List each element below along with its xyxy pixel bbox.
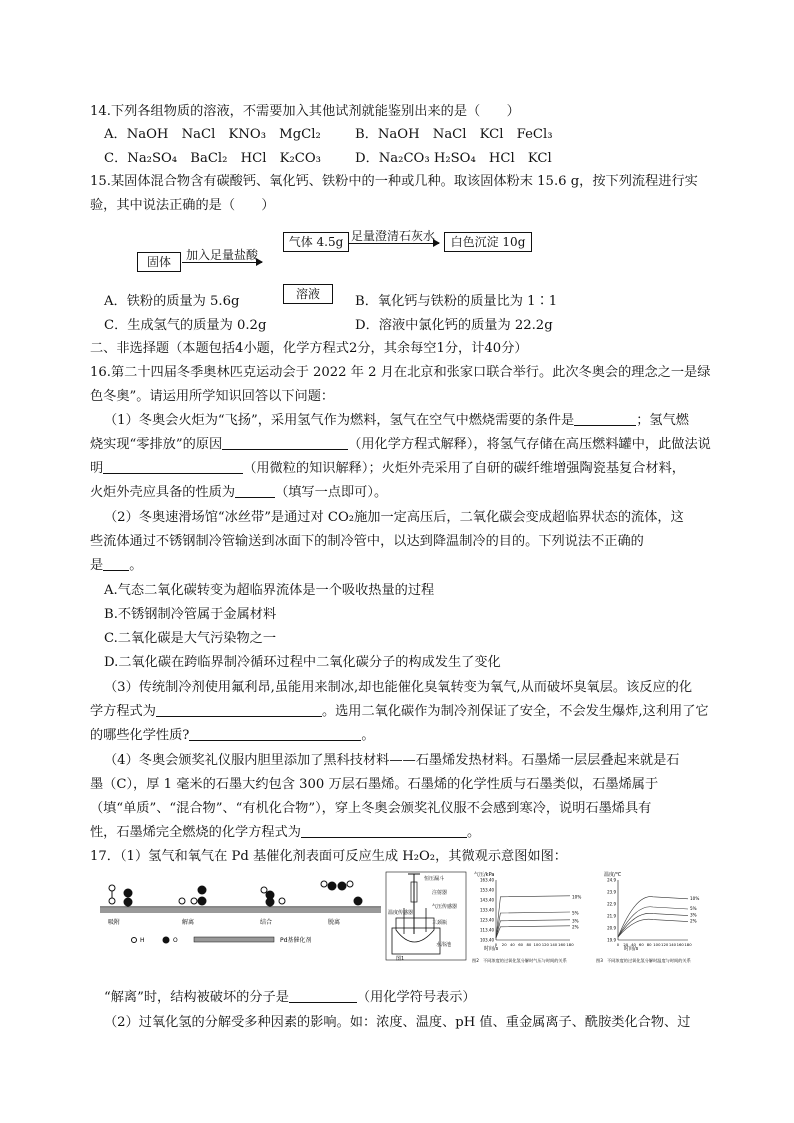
chart-x-tick-label: 0	[494, 942, 498, 947]
chart-x-tick-label: 180	[684, 942, 692, 947]
q16-p1-line2	[90, 435, 711, 455]
flow-solution-box: 溶液	[283, 284, 333, 304]
flow-solid-box: 固体	[137, 252, 181, 272]
chart-series-line	[618, 919, 688, 937]
q16-blank-chemical-property[interactable]	[189, 726, 361, 741]
q16-p3-line3	[90, 726, 375, 746]
chart-y-tick-label: 24.9	[607, 877, 616, 883]
q16-p2-text-d: 。	[129, 558, 143, 573]
q16-p3-line2	[90, 702, 709, 722]
q15-option-a: A．铁粉的质量为 5.6g	[104, 294, 240, 309]
q16-p1-text-d: （用化学方程式解释），将氢气存储在高压燃料罐中，此做法说	[348, 437, 711, 452]
chart-x-tick-label: 20	[501, 942, 507, 947]
q16-p1-line4	[90, 483, 387, 503]
app-label-flask: 三颈瓶	[432, 920, 448, 926]
app-label-funnel: 恒压漏斗	[424, 876, 445, 882]
q16-p1-text-c: 烧实现“零排放”的原因	[90, 437, 223, 452]
legend-pd-label: Pd基催化剂	[280, 937, 312, 944]
chart-series-line	[618, 907, 688, 937]
chart-series-label: 5%	[572, 910, 579, 916]
q16-p4-line3: （填“单质”、“混合物”、“有机化合物”），穿上冬奥会颁奖礼仪服不会感到寒冷，说明石墨烯具有	[90, 801, 652, 816]
chart-x-tick-label: 80	[646, 942, 652, 947]
chart-x-tick-label: 100	[653, 942, 661, 947]
q17-blank-molecule[interactable]	[289, 988, 357, 1003]
q16-p1-text-f: （用微粒的知识解释）；火炬外壳采用了自研的碳纤维增强陶瓷基复合材料，	[243, 461, 685, 476]
chart-series-line	[618, 913, 688, 937]
chart2-caption: 图2 不同浓度的过氧化氢分解时气压与时间的关系	[472, 958, 567, 963]
apparatus-figure	[386, 872, 466, 962]
chart-x-tick-label: 60	[638, 942, 644, 947]
temperature-time-chart	[596, 871, 699, 964]
chart-x-tick-label: 20	[623, 942, 629, 947]
chart-y-tick-label: 103.40	[480, 937, 494, 943]
chart-x-tick-label: 40	[631, 942, 636, 947]
q16-blank-choice[interactable]	[103, 556, 129, 571]
chart-series-label: 3%	[572, 918, 579, 924]
q17-p1-text-b: （用化学符号表示）	[356, 990, 476, 1005]
section-heading: 二、非选择题（本题包括4小题，化学方程式2分，其余每空1分，计40分）	[90, 341, 528, 356]
chart-y-tick-label: 19.9	[607, 937, 616, 943]
chart-y-tick-label: 113.40	[480, 927, 494, 933]
pressure-time-chart	[472, 871, 581, 964]
chart-y-tick-label: 20.9	[607, 925, 616, 931]
chart-y-tick-label: 21.9	[607, 913, 616, 919]
q16-blank-ozone-equation[interactable]	[156, 702, 322, 717]
q16-p2-option-d: D.二氧化碳在跨临界制冷循环过程中二氧化碳分子的构成发生了变化	[104, 655, 501, 670]
q17-p1-text-a: “解离”时，结构被破坏的分子是	[104, 990, 289, 1005]
q14-option-d: D．Na₂CO₃ H₂SO₄ HCl KCl	[355, 151, 552, 166]
q14-option-a: A．NaOH NaCl KNO₃ MgCl₂	[104, 127, 321, 142]
q16-p3-text-b: 学方程式为	[90, 704, 156, 719]
q17-p1: 17．（1）氢气和氧气在 Pd 基催化剂表面可反应生成 H₂O₂，其微观示意图如图：	[90, 849, 567, 864]
q16-blank-particle[interactable]	[103, 459, 243, 474]
flow-precipitate-box: 白色沉淀 10g	[444, 232, 532, 252]
chart-x-tick-label: 120	[661, 942, 669, 947]
q16-p2-text-c: 是	[90, 558, 104, 573]
chart-x-tick-label: 100	[533, 942, 541, 947]
q16-p2-line3	[90, 556, 142, 576]
flow-arrow-limewater	[349, 243, 439, 244]
chart-series-line	[496, 896, 570, 938]
chart-y-tick-label: 123.40	[480, 917, 494, 923]
chart-series-line	[496, 912, 570, 938]
chart-series-label: 10%	[572, 894, 582, 900]
q16-p1-text-h: （填写一点即可）。	[275, 485, 388, 500]
legend-o-label: O	[173, 937, 178, 944]
legend-h-label: H	[140, 937, 145, 944]
chart-x-tick-label: 120	[541, 942, 549, 947]
chart2-xlabel: 时间/s	[484, 946, 499, 952]
q15-option-c: C．生成氢气的质量为 0.2g	[104, 318, 267, 333]
app-label-pressure-sensor: 气压传感器	[432, 904, 458, 910]
q16-p4-text-d: 性，石墨烯完全燃烧的化学方程式为	[90, 825, 301, 840]
q16-p1-text-e: 明	[90, 461, 104, 476]
chart-x-tick-label: 180	[566, 942, 574, 947]
chart-series-line	[496, 926, 570, 938]
chart-y-tick-label: 23.9	[607, 889, 616, 895]
chart3-ylabel: 温度/℃	[604, 872, 622, 878]
chart-x-tick-label: 140	[668, 942, 677, 947]
q15-stem-line1: 15.某固体混合物含有碳酸钙、氧化钙、铁粉中的一种或几种。取该固体粉末 15.6 g，按下列流程进行实	[90, 174, 698, 189]
q16-p4-line4	[90, 823, 480, 843]
q16-p2-line1: （2）冬奥速滑场馆“冰丝带”是通过对 CO₂施加一定高压后，二氧化碳会变成超临界状态的流体，这	[104, 510, 684, 525]
chart-x-tick-label: 160	[676, 942, 684, 947]
q16-blank-condition[interactable]	[574, 411, 636, 426]
q16-p4-line2: 墨（C），厚 1 毫米的石墨大约包含 300 万层石墨烯。石墨烯的化学性质与石墨类似，石墨烯属于	[90, 777, 659, 792]
q16-p1-text-b: ；氢气燃	[636, 413, 689, 428]
q16-p3-text-e: 。	[361, 728, 375, 743]
q16-blank-equation[interactable]	[222, 435, 348, 450]
q14-stem: 14.下列各组物质的溶液，不需要加入其他试剂就能鉴别出来的是（ ）	[90, 104, 520, 119]
chart-y-tick-label: 22.9	[607, 901, 616, 907]
q16-p2-option-c: C.二氧化碳是大气污染物之一	[104, 631, 277, 646]
q16-intro-line2: 色冬奥”。请运用所学知识回答以下问题：	[90, 389, 335, 404]
chart-series-label: 10%	[690, 895, 700, 901]
flow-gas-box: 气体 4.5g	[283, 232, 349, 252]
chart-x-tick-label: 140	[549, 942, 558, 947]
chart-x-tick-label: 40	[510, 942, 515, 947]
q15-option-d: D．溶液中氯化钙的质量为 22.2g	[355, 318, 553, 333]
chart-series-label: 3%	[690, 912, 697, 918]
q17-p1-answer	[104, 988, 476, 1008]
q16-p4-text-e: 。	[467, 825, 481, 840]
chart-y-tick-label: 163.40	[480, 877, 494, 883]
q16-p3-text-c: 。选用二氧化碳作为制冷剂保证了安全，不会发生爆炸,这利用了它	[321, 704, 709, 719]
chart-x-tick-label: 160	[558, 942, 566, 947]
chart-y-tick-label: 133.40	[480, 907, 494, 913]
step-label-adsorb: 吸附	[108, 919, 121, 926]
q16-blank-property[interactable]	[235, 483, 275, 498]
chart-y-tick-label: 143.40	[480, 897, 494, 903]
flow-add-acid-label: 加入足量盐酸	[186, 248, 259, 262]
q14-option-c: C．Na₂SO₄ BaCl₂ HCl K₂CO₃	[104, 151, 321, 166]
chart-series-label: 2%	[690, 918, 697, 924]
app-label-syringe: 注射器	[432, 890, 448, 896]
flow-limewater-label: 足量澄清石灰水	[351, 229, 436, 243]
chart-x-tick-label: 80	[526, 942, 532, 947]
q16-p2-line2: 些流体通过不锈钢制冷管输送到冰面下的制冷管中，以达到降温制冷的目的。下列说法不正确的	[90, 534, 644, 549]
step-label-combine: 结合	[260, 919, 273, 926]
q16-p1-line3	[90, 459, 685, 479]
chart-series-label: 2%	[572, 924, 579, 930]
q16-p1-line1	[104, 411, 689, 431]
q16-p3-text-d: 的哪些化学性质?	[90, 728, 190, 743]
q16-p4-line1: （4）冬奥会颁奖礼仪服内胆里添加了黑科技材料——石墨烯发热材料。石墨烯一层层叠起来就是石	[104, 753, 680, 768]
app-label-water-bath: 水浴池	[436, 942, 452, 948]
chart3-caption: 图3 不同浓度的过氧化氢分解时温度与时间的关系	[596, 958, 691, 963]
fig1-label: 图1	[396, 956, 405, 962]
q16-p2-option-a: A.气态二氧化碳转变为超临界流体是一个吸收热量的过程	[104, 583, 435, 598]
q16-blank-graphene-equation[interactable]	[301, 823, 467, 838]
q16-p3-line1: （3）传统制冷剂使用氟利昂,虽能用来制冰,却也能催化臭氧转变为氧气,从而破坏臭氧层。该反应的化	[104, 680, 693, 695]
chart-x-tick-label: 60	[518, 942, 524, 947]
micro-process-diagram	[100, 881, 381, 944]
q17-figure	[96, 868, 720, 968]
chart-series-label: 5%	[690, 906, 697, 911]
q14-option-b: B．NaOH NaCl KCl FeCl₃	[355, 127, 553, 142]
chart-y-tick-label: 153.40	[480, 887, 494, 893]
app-label-temp-sensor: 温度传感器	[388, 910, 414, 916]
step-label-dissociate: 解离	[182, 919, 195, 926]
chart-series-line	[496, 920, 570, 938]
q16-intro-line1: 16.第二十四届冬季奥林匹克运动会于 2022 年 2 月在北京和张家口联合举行。此次冬奥会的理念之一是绿	[90, 365, 711, 380]
step-label-desorb: 脱离	[328, 919, 341, 926]
flow-arrow-acid	[182, 262, 262, 263]
chart3-xlabel: 时间/s	[624, 946, 639, 952]
q16-p2-option-b: B.不锈钢制冷管属于金属材料	[104, 607, 277, 622]
chart2-ylabel: 气压/kPa	[474, 872, 495, 878]
chart-series-line	[618, 897, 688, 937]
chart-x-tick-label: 0	[616, 942, 620, 947]
q16-p1-text-a: （1）冬奥会火炬为“飞扬”，采用氢气作为燃料，氢气在空气中燃烧需要的条件是	[104, 413, 575, 428]
q15-option-b: B．氧化钙与铁粉的质量比为 1∶1	[355, 294, 558, 309]
q16-p1-text-g: 火炬外壳应具备的性质为	[90, 485, 236, 500]
q15-stem-line2: 验，其中说法正确的是（ ）	[90, 198, 275, 213]
q17-p2: （2）过氧化氢的分解受多种因素的影响。如：浓度、温度、pH 值、重金属离子、酰胺类化合物、过	[104, 1015, 691, 1030]
